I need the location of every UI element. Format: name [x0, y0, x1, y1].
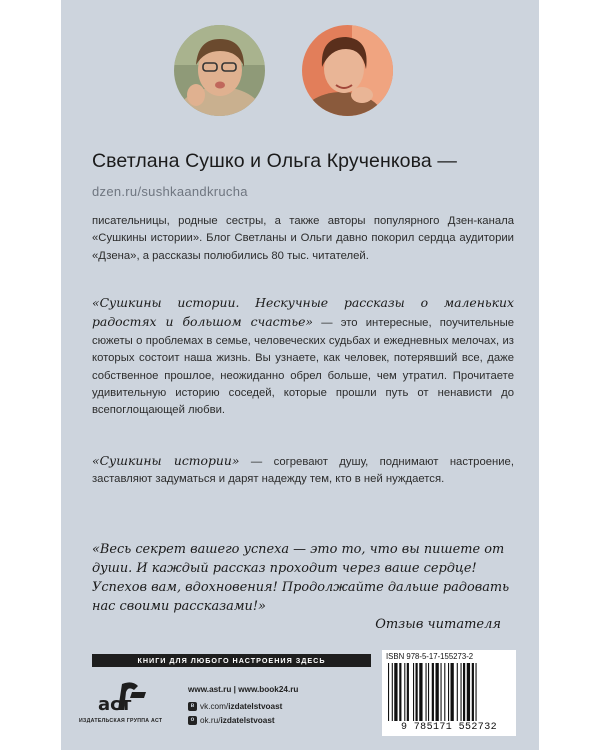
authors-description: писательницы, родные сестры, а также авторы популярного Дзен-канала «Сушкины истории». Блог Светланы и Ольги давно покорил сердца аудитории «Дзена», а рассказы полюбились 80 тыс. читателей. — [92, 215, 514, 262]
dzen-link[interactable]: dzen.ru/sushkaandkrucha — [92, 184, 248, 199]
authors-heading: Светлана Сушко и Ольга Крученкова — — [92, 150, 457, 172]
book-description-text: — это интересные, поучительные сюжеты о проблемах в семье, человеческих судьбах и ежедневных мелочах, из которых состоит наша жизнь. Вы узнаете, как человек, потерявший все, даже собственное прошлое, неожиданно обрел больше, чем утратил. Прочитаете удивительную историю соседей, которые прошли путь от ненависти до всепоглощающей любви. — [92, 317, 514, 417]
author-photo-svetlana — [174, 25, 265, 116]
vk-link[interactable]: в vk.com/ izdatelstvoast — [188, 702, 282, 711]
isbn-text: ISBN 978-5-17-155273-2 — [386, 652, 474, 661]
series-title-italic: «Сушкины истории» — [92, 453, 240, 468]
websites[interactable]: www.ast.ru | www.book24.ru — [188, 685, 299, 694]
barcode-panel — [382, 650, 516, 736]
portrait-icon — [174, 25, 265, 116]
portrait-icon — [302, 25, 393, 116]
review-attribution: Отзыв читателя — [375, 617, 501, 632]
series-description-text: — согревают душу, поднимают настроение, заставляют задуматься и дарят надежду тем, кто в ней нуждается. — [92, 456, 514, 486]
ast-logo-icon — [88, 680, 158, 716]
barcode-icon — [386, 663, 512, 721]
book-description — [92, 294, 514, 420]
book-back-cover — [61, 0, 539, 750]
publisher-caption: ИЗДАТЕЛЬСКАЯ ГРУППА АСТ — [79, 718, 163, 724]
tagline-bar: КНИГИ ДЛЯ ЛЮБОГО НАСТРОЕНИЯ ЗДЕСЬ — [92, 654, 371, 667]
author-photo-olga — [302, 25, 393, 116]
ok-link[interactable]: о ok.ru/ izdatelstvoast — [188, 716, 275, 725]
reader-quote: «Весь секрет вашего успеха — это то, что вы пишете от души. И каждый рассказ проходит через ваше сердце! Успехов вам, вдохновения! Продолжайте дальше радовать нас своими рассказами!» — [92, 542, 510, 614]
logo-text: аст — [98, 694, 132, 715]
series-description — [92, 452, 514, 489]
publisher-logo — [88, 680, 158, 721]
ok-icon: о — [188, 716, 197, 725]
barcode-number: 9 785171 552732 — [400, 722, 497, 733]
vk-icon: в — [188, 702, 197, 711]
book-title-italic: «Сушкины истории. Нескучные рассказы о маленьких радостях и большом счастье» — [92, 295, 514, 330]
